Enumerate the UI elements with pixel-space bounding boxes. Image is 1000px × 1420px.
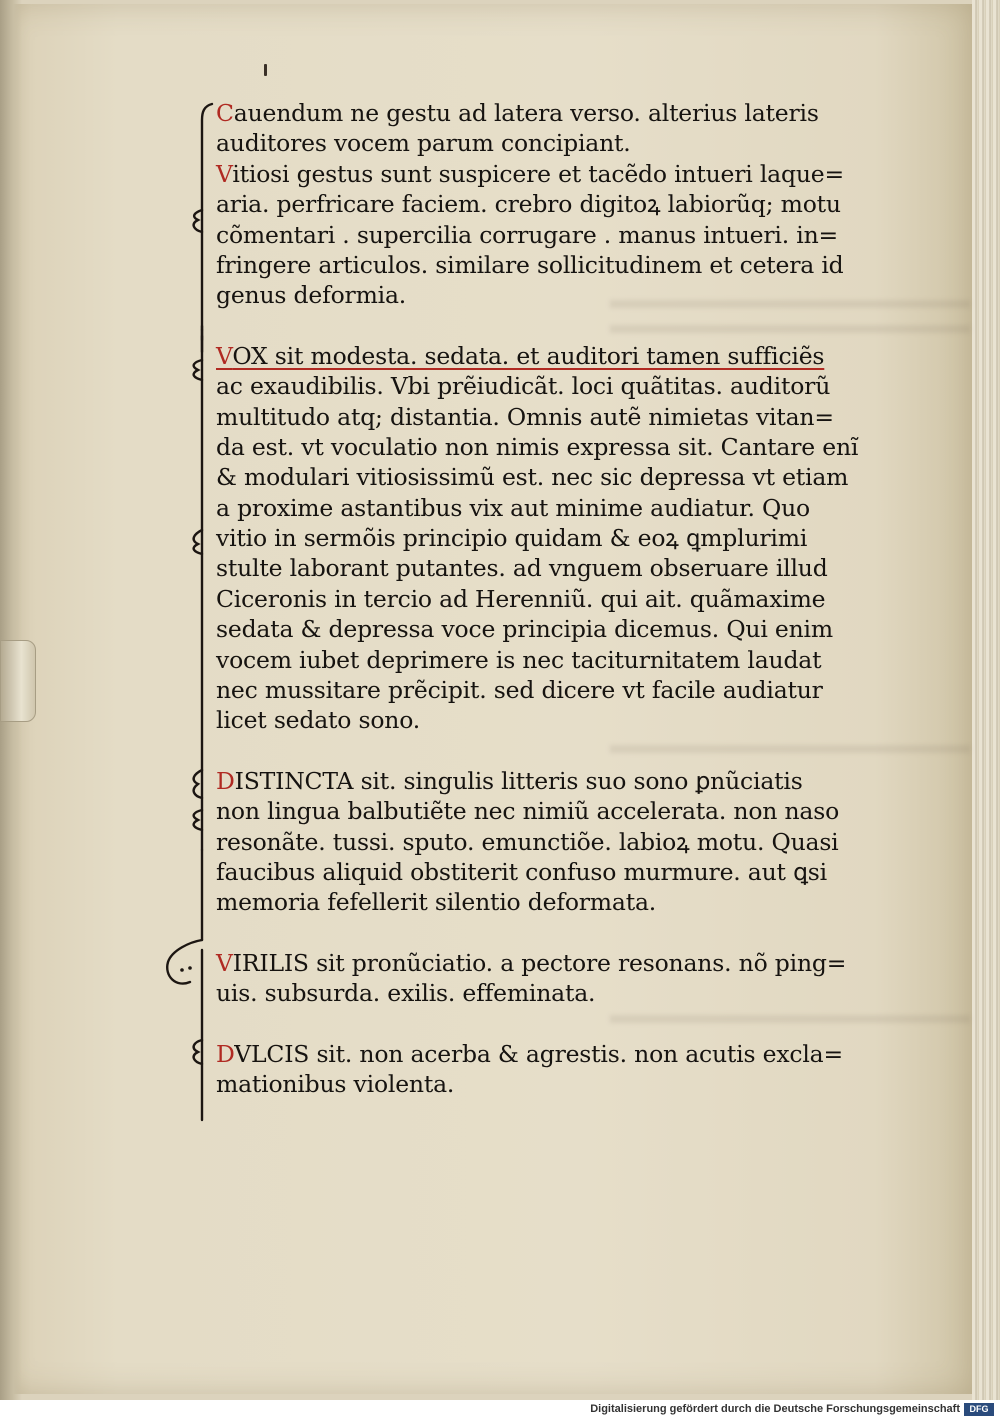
text-line: vocem iubet deprimere is nec taciturnitatem laudat — [216, 645, 822, 674]
rubricated-initial: D — [216, 1039, 235, 1068]
funding-credit: Digitalisierung gefördert durch die Deutsche Forschungsgemeinschaft — [590, 1403, 960, 1415]
text-line: DVLCIS sit. non acerba & agrestis. non acutis excla= — [216, 1039, 843, 1068]
text-line: multitudo atq; distantia. Omnis autẽ nimietas vitan= — [216, 402, 834, 431]
text-line: VOX sit modesta. sedata. et auditori tamen sufficiẽs — [216, 341, 825, 370]
paragraph-vox — [216, 341, 882, 736]
text-line: sedata & depressa voce principia dicemus. Qui enim — [216, 615, 833, 644]
text-line: licet sedato sono. — [216, 706, 421, 735]
ink-mark — [264, 64, 267, 76]
text-line: a proxime astantibus vix aut minime audiatur. Quo — [216, 493, 810, 522]
text-line: resonãte. tussi. sputo. emunctiõe. labioꝝ motu. Quasi — [216, 827, 839, 856]
dfg-logo: DFG — [964, 1403, 994, 1416]
paragraph-distincta — [216, 766, 882, 918]
paragraph-gestus — [216, 98, 882, 311]
text-line: vitio in sermõis principio quidam & eoꝝ ꝗmplurimi — [216, 524, 808, 553]
rubricated-initial: V — [216, 341, 233, 370]
main-text — [216, 98, 882, 1099]
text-line: & modulari vitiosissimũ est. nec sic depressa vt etiam — [216, 463, 849, 492]
text-line: Cauendum ne gestu ad latera verso. alterius lateris — [216, 99, 819, 127]
text-line: Ciceronis in tercio ad Herenniũ. qui ait. quãmaxime — [216, 584, 826, 613]
text-line: auditores vocem parum concipiant. — [216, 129, 631, 158]
text-line: faucibus aliquid obstiterit confuso murmure. aut ꝗsi — [216, 857, 827, 886]
text-line: ac exaudibilis. Vbi prẽiudicãt. loci quãtitas. auditorũ — [216, 372, 831, 401]
text-line: mationibus violenta. — [216, 1069, 455, 1098]
text-line: uis. subsurda. exilis. effeminata. — [216, 979, 596, 1008]
rubricated-initial: C — [216, 99, 234, 127]
page-clip — [0, 640, 36, 722]
text-line: Vitiosi gestus sunt suspicere et tacẽdo intueri laque= — [216, 159, 844, 188]
marginal-bracket — [150, 90, 220, 1130]
text-line: aria. perfricare faciem. crebro digitoꝝ labiorũq; motu — [216, 190, 841, 219]
rubricated-initial: V — [216, 159, 233, 188]
text-line: nec mussitare prẽcipit. sed dicere vt facile audiatur — [216, 676, 823, 705]
text-line: memoria fefellerit silentio deformata. — [216, 888, 657, 917]
paragraph-virilis — [216, 948, 882, 1009]
text-line: fringere articulos. similare sollicitudinem et cetera id — [216, 250, 844, 279]
paragraph-dulcis — [216, 1039, 882, 1100]
text-line: VIRILIS sit pronũciatio. a pectore resonans. nõ ping= — [216, 948, 847, 977]
text-line: non lingua balbutiẽte nec nimiũ accelerata. non naso — [216, 797, 840, 826]
digitization-footer — [0, 1400, 1000, 1420]
rubricated-initial: D — [216, 766, 235, 795]
text-line: genus deformia. — [216, 281, 407, 310]
text-line: stulte laborant putantes. ad vnguem obseruare illud — [216, 554, 828, 583]
text-line: cõmentari . supercilia corrugare . manus intueri. in= — [216, 220, 838, 249]
text-line: DISTINCTA sit. singulis litteris suo sono ꝑnũciatis — [216, 766, 803, 795]
page-edges — [972, 0, 1000, 1400]
rubricated-initial: V — [216, 948, 233, 977]
text-line: da est. vt voculatio non nimis expressa sit. Cantare enĩ — [216, 432, 859, 461]
